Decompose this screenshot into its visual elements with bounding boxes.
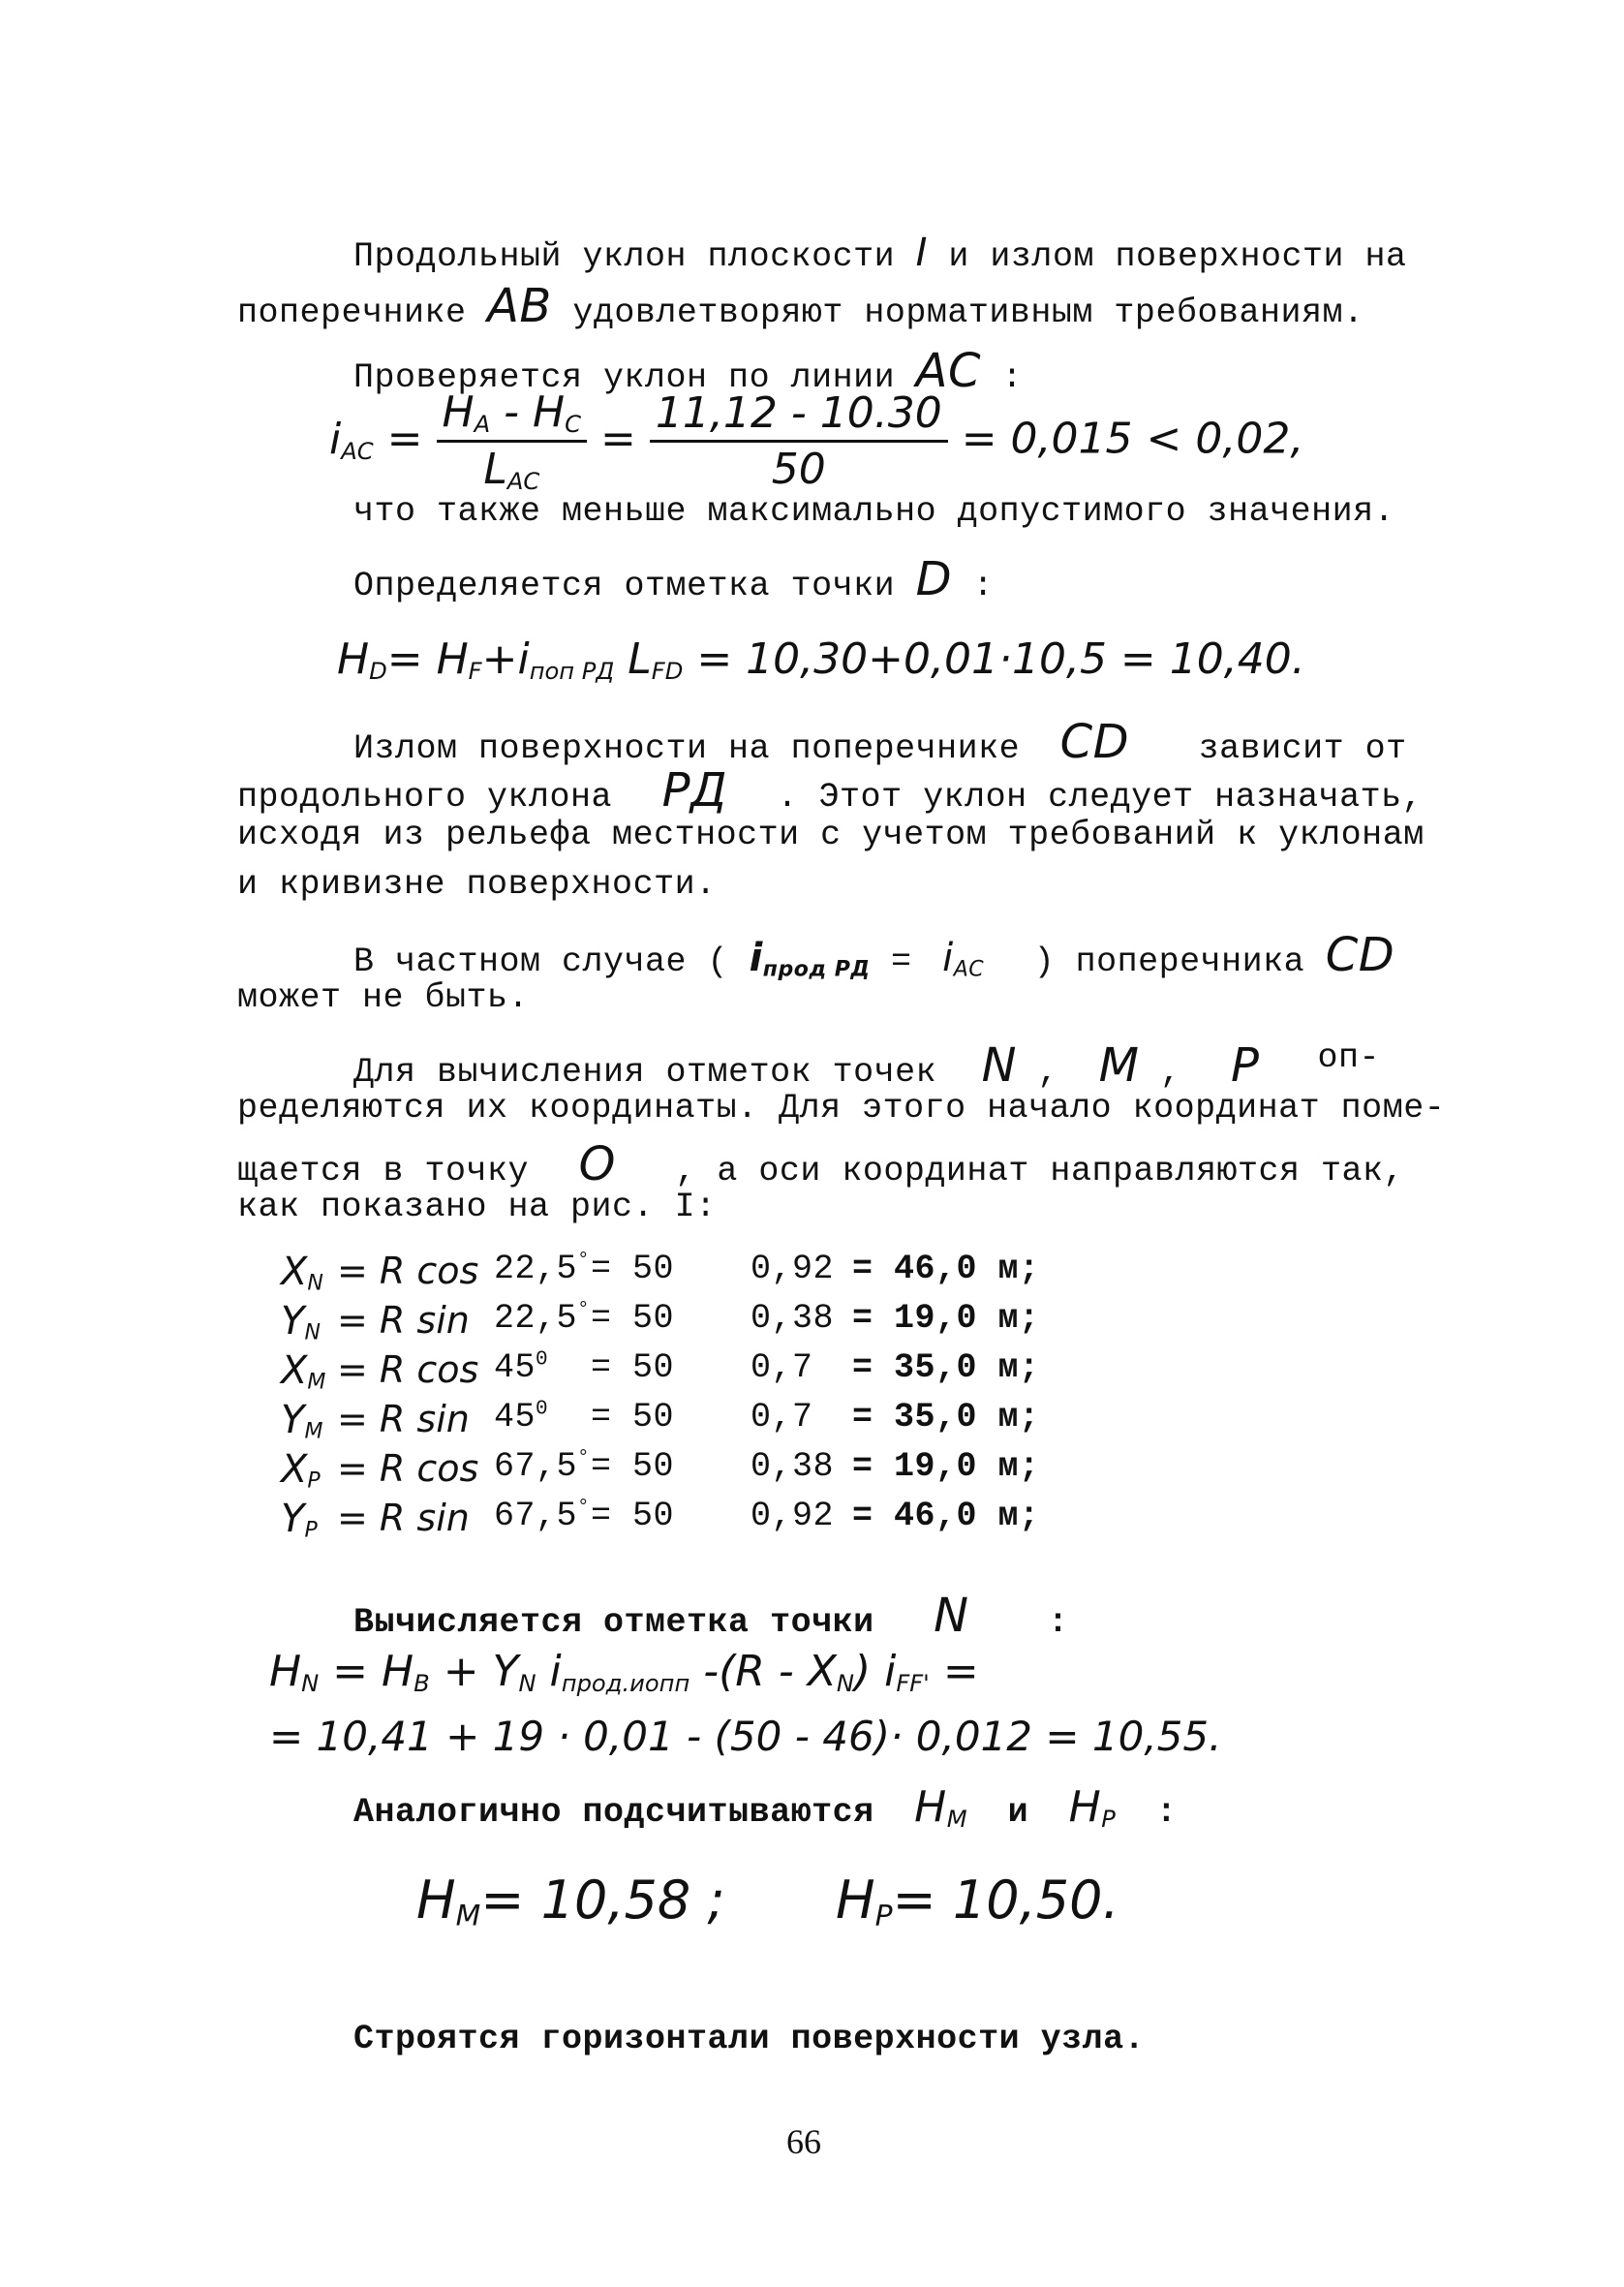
formula-hn-numeric: = 10,41 + 19 · 0,01 - (50 - 46)· 0,012 = 10,55. <box>269 1713 1222 1760</box>
check-ac-conclusion: что также меньше максимально допустимого значения. <box>353 492 1395 531</box>
paragraph-cd-line-2: продольного уклона РД . Этот уклон следует назначать, <box>237 763 1424 818</box>
coords-par-line-1: Для вычисления отметок точек N , M , P оп- <box>353 1038 1380 1093</box>
result-hp: $H_P= 10,50$. <box>835 1870 1119 1933</box>
coords-par-line-2: ределяются их координаты. Для этого начало координат поме- <box>237 1089 1446 1128</box>
formula-iac: $i_{AC}$ = $\frac{H_A - H_C}{L_{AC}}$ = $\frac{11,12 - 10.30}{50}$ = 0,015 < 0,02, <box>329 387 1304 496</box>
coord-trig-value: 0,38 <box>751 1299 835 1338</box>
text: удовлетворяют нормативным требованиям. <box>572 294 1364 332</box>
coordinate-table <box>261 1250 1133 1546</box>
paragraph-cd-line-1: Излом поверхности на поперечнике CD зависит от <box>353 715 1407 769</box>
coordinate-row <box>261 1250 1133 1299</box>
coord-result: = 35,0 м; <box>852 1398 1040 1437</box>
coord-radius: = 50 <box>591 1250 675 1288</box>
coord-variable: $Y_N$ <box>281 1299 321 1345</box>
coord-angle: 22,5° <box>494 1250 591 1288</box>
coord-variable: $X_P$ <box>281 1447 321 1494</box>
formula-lhs: $i_{AC}$ <box>329 414 374 465</box>
final-sentence: Строятся горизонтали поверхности узла. <box>353 2020 1146 2058</box>
paragraph-1-line-1 <box>353 231 1407 276</box>
special-case-line-2: может не быть. <box>237 978 530 1017</box>
page-number: 66 <box>786 2122 821 2161</box>
point-d-intro <box>353 552 994 606</box>
coord-radius: = 50 <box>591 1299 675 1338</box>
coord-angle: $45^0$ <box>494 1398 549 1437</box>
coord-trig-value: 0,7 <box>751 1398 813 1437</box>
coord-function: = R sin <box>337 1299 470 1342</box>
coordinate-row <box>261 1348 1133 1398</box>
formula-hd: $H_D= H_F+i_{поп РД}$ $L_{FD} = 10,30+0,01\cdot 10,5 = 10,40$. <box>337 634 1305 686</box>
coord-function: = R sin <box>337 1497 470 1539</box>
coordinate-row <box>261 1299 1133 1348</box>
text: Продольный уклон плоскости <box>353 237 896 276</box>
coord-function: = R sin <box>337 1398 470 1440</box>
coord-variable: $Y_M$ <box>281 1398 323 1444</box>
text: поперечнике <box>237 294 467 332</box>
line-symbol: AC <box>915 344 981 398</box>
cross-section-symbol: AB <box>487 279 552 333</box>
fraction-height-difference: $\frac{H_A - H_C}{L_{AC}}$ <box>437 387 587 495</box>
coord-radius: = 50 <box>591 1348 675 1387</box>
coord-trig-value: 0,38 <box>751 1447 835 1486</box>
text: Проверяется уклон по линии <box>353 358 896 397</box>
coord-function: = R cos <box>337 1348 479 1391</box>
profile-symbol: РД <box>661 763 728 818</box>
coordinate-row <box>261 1497 1133 1546</box>
coord-angle: 22,5° <box>494 1299 591 1338</box>
coord-result: = 46,0 м; <box>852 1497 1040 1535</box>
coords-par-line-4: как показано на рис. I: <box>237 1188 717 1226</box>
coord-variable: $X_M$ <box>281 1348 326 1395</box>
text: Определяется отметка точки <box>353 567 896 605</box>
coords-par-line-3: щается в точку O , а оси координат направляются так, <box>237 1137 1404 1191</box>
plane-symbol: I <box>915 231 928 275</box>
coord-result: = 35,0 м; <box>852 1348 1040 1387</box>
formula-result: = 0,015 < 0,02, <box>961 414 1304 464</box>
coord-result: = 19,0 м; <box>852 1299 1040 1338</box>
coord-trig-value: 0,92 <box>751 1250 835 1288</box>
cross-section-symbol: CD <box>1059 715 1130 769</box>
special-case-line-1: В частном случае ( $i_{прод РД} = i_{AC}$ ) поперечника CD <box>353 928 1395 982</box>
coord-function: = R cos <box>337 1250 479 1292</box>
cross-section-symbol: CD <box>1325 928 1395 982</box>
paragraph-1-line-2 <box>237 279 1364 333</box>
analog-line: Аналогично подсчитываются $H_M$ и $H_P$ : <box>353 1782 1178 1834</box>
coord-angle: 67,5° <box>494 1447 591 1486</box>
coord-angle: $45^0$ <box>494 1348 549 1387</box>
paragraph-cd-line-3: исходя из рельефа местности с учетом требований к уклонам <box>237 816 1425 854</box>
coord-angle: 67,5° <box>494 1497 591 1535</box>
coordinate-row <box>261 1447 1133 1497</box>
coord-result: = 46,0 м; <box>852 1250 1040 1288</box>
coord-radius: = 50 <box>591 1447 675 1486</box>
coord-radius: = 50 <box>591 1497 675 1535</box>
coord-result: = 19,0 м; <box>852 1447 1040 1486</box>
point-symbol: D <box>915 552 953 606</box>
paragraph-cd-line-4: и кривизне поверхности. <box>237 865 717 904</box>
coord-radius: = 50 <box>591 1398 675 1437</box>
colon: : <box>1001 358 1023 397</box>
coordinate-row <box>261 1398 1133 1447</box>
point-n-intro: Вычисляется отметка точки N : <box>353 1589 1069 1643</box>
fraction-numeric: $\frac{11,12 - 10.30}{50}$ <box>650 388 948 494</box>
coord-variable: $Y_P$ <box>281 1497 318 1543</box>
coord-trig-value: 0,7 <box>751 1348 813 1387</box>
coord-trig-value: 0,92 <box>751 1497 835 1535</box>
colon: : <box>972 567 995 605</box>
coord-function: = R cos <box>337 1447 479 1490</box>
text: и излом поверхности на <box>948 237 1407 276</box>
formula-hn: $H_N = H_B + Y_N$ $i_{прод.иопп}$ $-(R - X_N)$ $i_{FF'}$ = <box>269 1647 979 1698</box>
coord-variable: $X_N$ <box>281 1250 323 1296</box>
result-hm: $H_M= 10,58$ ; <box>416 1870 725 1933</box>
results-line <box>416 1870 1119 1932</box>
